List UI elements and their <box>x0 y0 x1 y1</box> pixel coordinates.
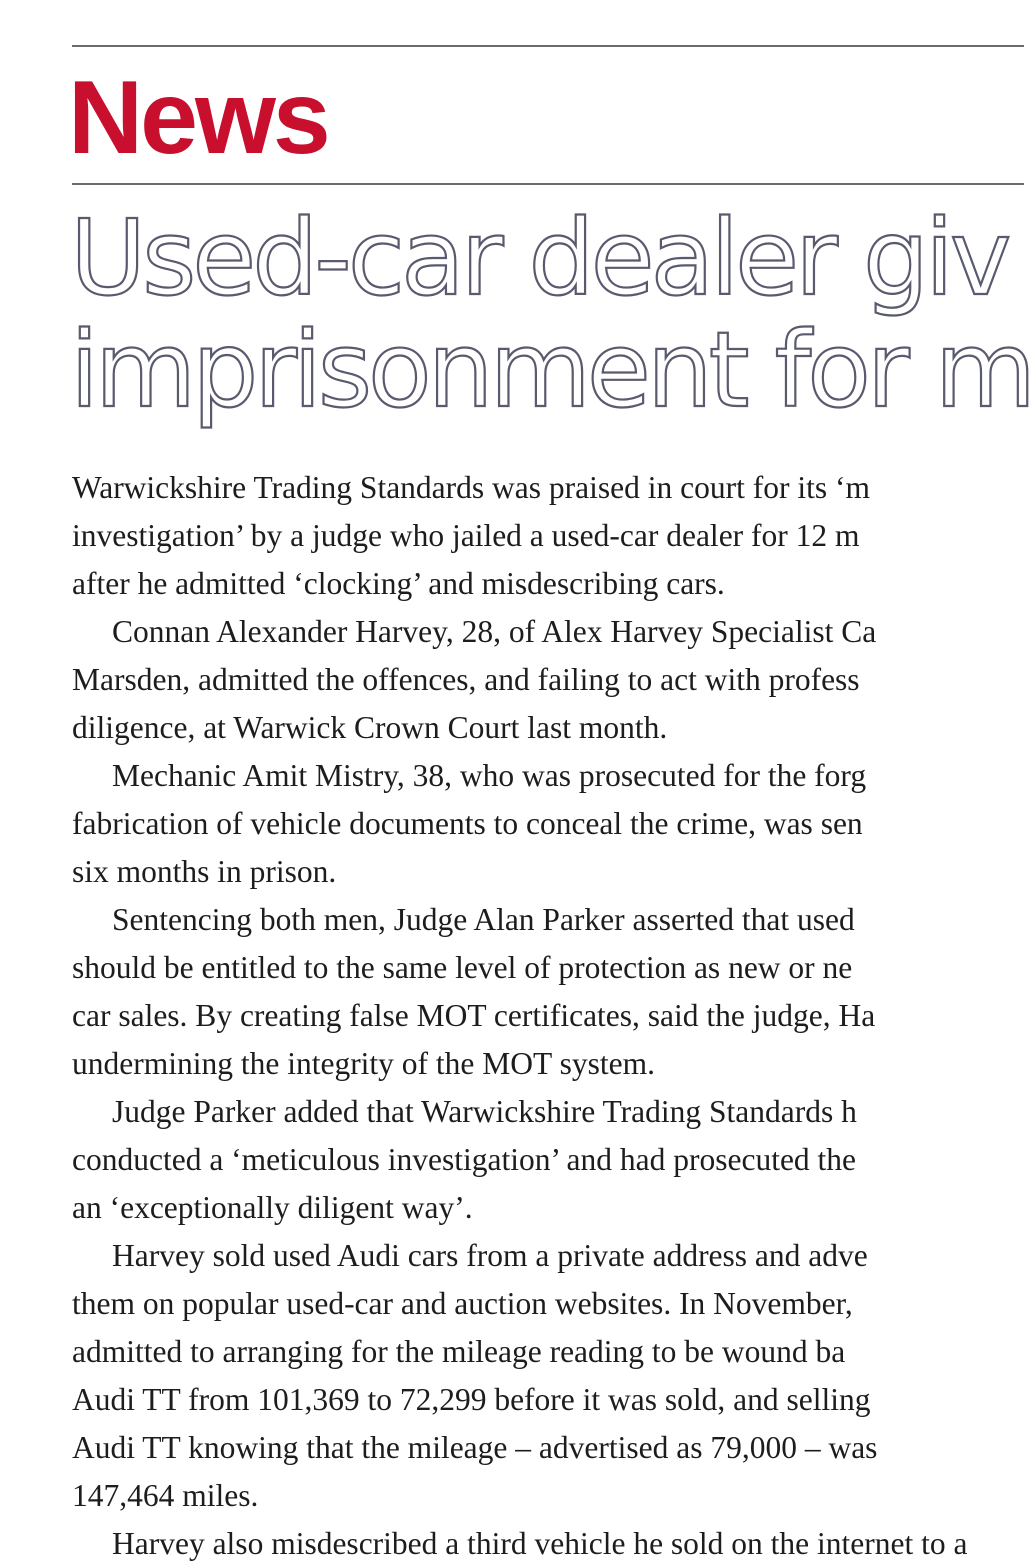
text-line: after he admitted ‘clocking’ and misdescribing cars. <box>72 566 725 601</box>
text-line: should be entitled to the same level of protection as new or ne <box>72 950 853 985</box>
text-line: Audi TT knowing that the mileage – advertised as 79,000 – was <box>72 1430 878 1465</box>
text-line: Judge Parker added that Warwickshire Trading Standards h <box>112 1094 857 1129</box>
text-line: Harvey also misdescribed a third vehicle he sold on the internet to a <box>112 1526 968 1561</box>
text-line: an ‘exceptionally diligent way’. <box>72 1190 473 1225</box>
text-line: them on popular used-car and auction websites. In November, <box>72 1286 853 1321</box>
text-line: car sales. By creating false MOT certificates, said the judge, Ha <box>72 998 876 1033</box>
article-paragraph <box>72 1088 1024 1232</box>
text-line: Sentencing both men, Judge Alan Parker asserted that used <box>112 902 855 937</box>
top-divider <box>72 45 1024 47</box>
headline-line: imprisonment for m <box>70 309 1032 431</box>
article-headline <box>70 197 1032 431</box>
section-title: News <box>68 60 328 176</box>
text-line: fabrication of vehicle documents to conceal the crime, was sen <box>72 806 863 841</box>
article-body <box>72 464 1024 1568</box>
text-line: six months in prison. <box>72 854 337 889</box>
header-divider <box>72 183 1024 185</box>
text-line: 147,464 miles. <box>72 1478 259 1513</box>
text-line: Warwickshire Trading Standards was praised in court for its ‘m <box>72 470 870 505</box>
headline-line: Used-car dealer giv <box>70 197 1008 319</box>
text-line: Audi TT from 101,369 to 72,299 before it was sold, and selling <box>72 1382 871 1417</box>
text-line: undermining the integrity of the MOT system. <box>72 1046 655 1081</box>
text-line: diligence, at Warwick Crown Court last month. <box>72 710 668 745</box>
text-line: Mechanic Amit Mistry, 38, who was prosecuted for the forg <box>112 758 867 793</box>
article-paragraph <box>72 1520 1024 1568</box>
text-line: admitted to arranging for the mileage reading to be wound ba <box>72 1334 846 1369</box>
text-line: conducted a ‘meticulous investigation’ and had prosecuted the <box>72 1142 857 1177</box>
text-line: Harvey sold used Audi cars from a private address and adve <box>112 1238 868 1273</box>
article-paragraph <box>72 896 1024 1088</box>
article-paragraph <box>72 608 1024 752</box>
text-line: Marsden, admitted the offences, and failing to act with profess <box>72 662 860 697</box>
text-line: Connan Alexander Harvey, 28, of Alex Harvey Specialist Ca <box>112 614 877 649</box>
text-line: investigation’ by a judge who jailed a used-car dealer for 12 m <box>72 518 860 553</box>
article-paragraph <box>72 1232 1024 1520</box>
article-paragraph <box>72 752 1024 896</box>
article-paragraph <box>72 464 1024 608</box>
